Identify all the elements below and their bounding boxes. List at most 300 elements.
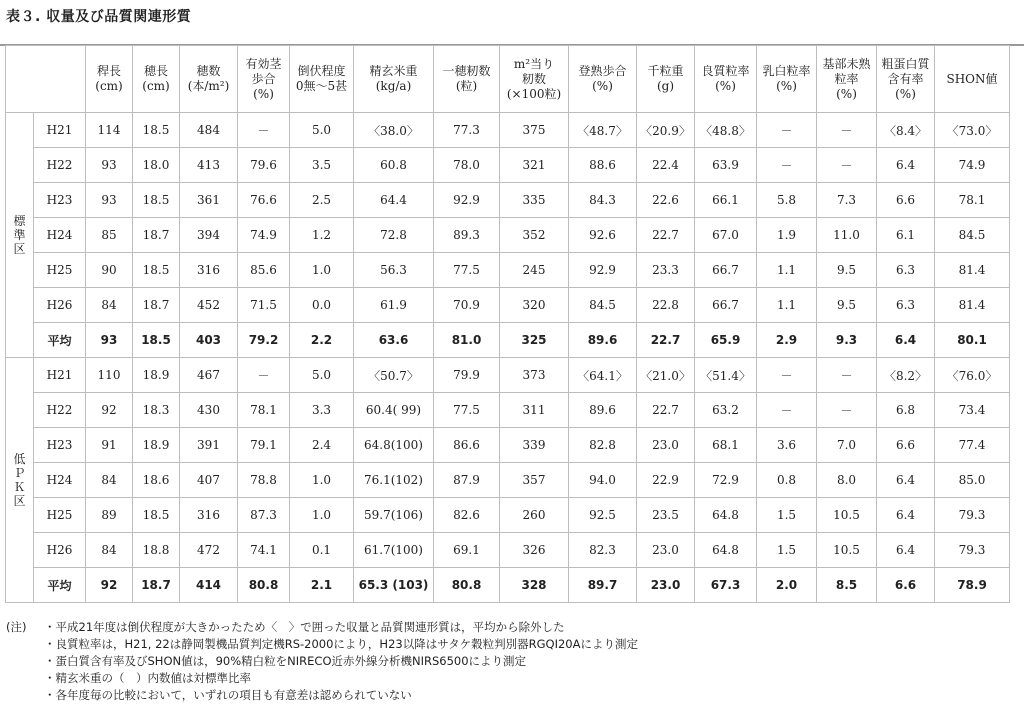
column-header: [180, 46, 238, 113]
value-cell: －: [757, 358, 817, 393]
column-header-line: 粗蛋白質: [881, 56, 930, 71]
value-cell: 8.5: [817, 568, 877, 603]
value-cell: 61.9: [354, 288, 434, 323]
value-cell: 472: [180, 533, 238, 568]
value-cell: 18.9: [133, 428, 180, 463]
value-cell: 80.8: [238, 568, 290, 603]
table-row: [6, 428, 1010, 463]
value-cell: 77.5: [434, 253, 500, 288]
value-cell: －: [757, 148, 817, 183]
value-cell: 89.3: [434, 218, 500, 253]
value-cell: 8.0: [817, 463, 877, 498]
value-cell: 326: [500, 533, 569, 568]
value-cell: 2.9: [757, 323, 817, 358]
value-cell: 6.4: [877, 498, 935, 533]
column-header: [757, 46, 817, 113]
column-header-line: 粒率: [834, 71, 859, 86]
value-cell: 1.1: [757, 288, 817, 323]
value-cell: 89.7: [569, 568, 637, 603]
column-header: [637, 46, 695, 113]
column-header-line: 一穂籾数: [442, 64, 491, 78]
value-cell: 23.5: [637, 498, 695, 533]
value-cell: 357: [500, 463, 569, 498]
value-cell: 77.4: [935, 428, 1010, 463]
column-header-line: (g): [656, 79, 675, 93]
column-header: [86, 46, 133, 113]
value-cell: 67.0: [695, 218, 757, 253]
value-cell: 79.1: [238, 428, 290, 463]
value-cell: 92.5: [569, 498, 637, 533]
value-cell: 9.3: [817, 323, 877, 358]
value-cell: 5.8: [757, 183, 817, 218]
column-header-line: (cm): [142, 79, 170, 93]
year-cell: H22: [34, 148, 86, 183]
value-cell: 407: [180, 463, 238, 498]
table-row: [6, 463, 1010, 498]
value-cell: 〈76.0〉: [935, 358, 1010, 393]
column-header-line: 登熟歩合: [578, 64, 627, 78]
value-cell: 5.0: [290, 358, 354, 393]
value-cell: 92: [86, 393, 133, 428]
value-cell: －: [238, 113, 290, 148]
value-cell: 311: [500, 393, 569, 428]
value-cell: 1.1: [757, 253, 817, 288]
column-header: [500, 46, 569, 113]
value-cell: 73.4: [935, 393, 1010, 428]
value-cell: 64.4: [354, 183, 434, 218]
value-cell: 2.2: [290, 323, 354, 358]
value-cell: 76.6: [238, 183, 290, 218]
value-cell: 1.5: [757, 498, 817, 533]
value-cell: 79.3: [935, 498, 1010, 533]
value-cell: 18.9: [133, 358, 180, 393]
average-row: [6, 568, 1010, 603]
value-cell: 11.0: [817, 218, 877, 253]
value-cell: 18.5: [133, 253, 180, 288]
value-cell: －: [238, 358, 290, 393]
value-cell: 352: [500, 218, 569, 253]
value-cell: 6.6: [877, 428, 935, 463]
value-cell: 484: [180, 113, 238, 148]
value-cell: 245: [500, 253, 569, 288]
value-cell: 84: [86, 533, 133, 568]
value-cell: 6.6: [877, 568, 935, 603]
value-cell: 81.0: [434, 323, 500, 358]
value-cell: 77.5: [434, 393, 500, 428]
value-cell: －: [757, 393, 817, 428]
value-cell: 110: [86, 358, 133, 393]
value-cell: 〈20.9〉: [637, 113, 695, 148]
value-cell: 〈73.0〉: [935, 113, 1010, 148]
value-cell: 18.7: [133, 288, 180, 323]
value-cell: 79.3: [935, 533, 1010, 568]
value-cell: 64.8(100): [354, 428, 434, 463]
column-header: [434, 46, 500, 113]
value-cell: 321: [500, 148, 569, 183]
column-header-line: (%): [253, 86, 274, 101]
value-cell: 87.3: [238, 498, 290, 533]
year-cell: H21: [34, 358, 86, 393]
value-cell: 74.9: [238, 218, 290, 253]
column-header-line: 精玄米重: [369, 64, 418, 78]
year-cell: H26: [34, 288, 86, 323]
value-cell: 76.1(102): [354, 463, 434, 498]
value-cell: 2.1: [290, 568, 354, 603]
value-cell: 114: [86, 113, 133, 148]
value-cell: 89: [86, 498, 133, 533]
value-cell: 81.4: [935, 288, 1010, 323]
value-cell: 23.0: [637, 568, 695, 603]
value-cell: 〈51.4〉: [695, 358, 757, 393]
value-cell: 91: [86, 428, 133, 463]
note-row: [6, 653, 638, 670]
table-row: [6, 533, 1010, 568]
value-cell: 430: [180, 393, 238, 428]
note-row: [6, 619, 638, 636]
value-cell: 87.9: [434, 463, 500, 498]
value-cell: 89.6: [569, 393, 637, 428]
value-cell: 6.3: [877, 288, 935, 323]
value-cell: －: [817, 113, 877, 148]
table-title: 表３. 収量及び品質関連形質: [6, 9, 192, 25]
table-row: [6, 393, 1010, 428]
column-header: [354, 46, 434, 113]
column-header: [695, 46, 757, 113]
value-cell: 373: [500, 358, 569, 393]
value-cell: 86.6: [434, 428, 500, 463]
note-label: [6, 636, 44, 653]
value-cell: 22.8: [637, 288, 695, 323]
column-header-line: 有効茎: [245, 56, 282, 71]
value-cell: 18.5: [133, 183, 180, 218]
column-header-line: m²当り: [513, 56, 555, 71]
value-cell: 18.7: [133, 568, 180, 603]
value-cell: 5.0: [290, 113, 354, 148]
note-row: [6, 687, 638, 704]
column-header: [935, 46, 1010, 113]
value-cell: 1.9: [757, 218, 817, 253]
value-cell: 70.9: [434, 288, 500, 323]
year-cell: 平均: [34, 568, 86, 603]
value-cell: 452: [180, 288, 238, 323]
table-row: [6, 183, 1010, 218]
group-label: [6, 358, 34, 603]
value-cell: 〈48.8〉: [695, 113, 757, 148]
value-cell: 18.5: [133, 498, 180, 533]
group-name: 標準区: [13, 214, 26, 256]
year-cell: H22: [34, 393, 86, 428]
value-cell: 23.0: [637, 533, 695, 568]
value-cell: 85.0: [935, 463, 1010, 498]
value-cell: 84.5: [935, 218, 1010, 253]
value-cell: 93: [86, 183, 133, 218]
value-cell: 〈8.4〉: [877, 113, 935, 148]
column-header-line: 0無〜5甚: [295, 79, 348, 93]
value-cell: 68.1: [695, 428, 757, 463]
value-cell: 72.8: [354, 218, 434, 253]
value-cell: 2.0: [757, 568, 817, 603]
value-cell: 375: [500, 113, 569, 148]
column-header-line: SHON値: [946, 71, 998, 86]
column-header: [817, 46, 877, 113]
value-cell: 59.7(106): [354, 498, 434, 533]
value-cell: 80.8: [434, 568, 500, 603]
value-cell: －: [817, 393, 877, 428]
group-name: 低ＰＫ区: [13, 452, 26, 508]
value-cell: 18.5: [133, 323, 180, 358]
average-row: [6, 323, 1010, 358]
table-row: [6, 253, 1010, 288]
year-cell: H21: [34, 113, 86, 148]
table-row: [6, 358, 1010, 393]
value-cell: 22.7: [637, 218, 695, 253]
column-header-line: (kg/a): [375, 79, 412, 93]
column-header-line: (%): [592, 79, 613, 93]
value-cell: 9.5: [817, 253, 877, 288]
value-cell: 2.5: [290, 183, 354, 218]
header-row: [6, 46, 1010, 113]
value-cell: 〈8.2〉: [877, 358, 935, 393]
value-cell: 84: [86, 288, 133, 323]
value-cell: 414: [180, 568, 238, 603]
value-cell: 3.5: [290, 148, 354, 183]
value-cell: 6.1: [877, 218, 935, 253]
value-cell: 64.8: [695, 498, 757, 533]
value-cell: 93: [86, 323, 133, 358]
note-label: [6, 687, 44, 704]
value-cell: 71.5: [238, 288, 290, 323]
value-cell: 〈38.0〉: [354, 113, 434, 148]
value-cell: 89.6: [569, 323, 637, 358]
note-text: ・各年度毎の比較において，いずれの項目も有意差は認められていない: [44, 688, 412, 702]
value-cell: 78.1: [935, 183, 1010, 218]
value-cell: 18.6: [133, 463, 180, 498]
value-cell: 〈50.7〉: [354, 358, 434, 393]
value-cell: 67.3: [695, 568, 757, 603]
value-cell: 72.9: [695, 463, 757, 498]
column-header: [238, 46, 290, 113]
value-cell: 78.8: [238, 463, 290, 498]
value-cell: 23.3: [637, 253, 695, 288]
value-cell: 467: [180, 358, 238, 393]
value-cell: 260: [500, 498, 569, 533]
value-cell: 1.0: [290, 463, 354, 498]
yield-quality-table: [5, 45, 1010, 603]
value-cell: 82.6: [434, 498, 500, 533]
value-cell: 10.5: [817, 533, 877, 568]
value-cell: 60.8: [354, 148, 434, 183]
value-cell: 63.9: [695, 148, 757, 183]
value-cell: 6.8: [877, 393, 935, 428]
value-cell: 61.7(100): [354, 533, 434, 568]
value-cell: 320: [500, 288, 569, 323]
value-cell: 22.6: [637, 183, 695, 218]
value-cell: 394: [180, 218, 238, 253]
value-cell: 1.0: [290, 498, 354, 533]
value-cell: 3.6: [757, 428, 817, 463]
value-cell: 79.6: [238, 148, 290, 183]
value-cell: －: [817, 148, 877, 183]
value-cell: 18.7: [133, 218, 180, 253]
note-row: [6, 636, 638, 653]
table-row: [6, 288, 1010, 323]
column-header-line: (%): [895, 86, 916, 101]
column-header: [569, 46, 637, 113]
value-cell: 316: [180, 253, 238, 288]
group-label: [6, 113, 34, 358]
note-label: [6, 670, 44, 687]
value-cell: 7.0: [817, 428, 877, 463]
value-cell: 325: [500, 323, 569, 358]
value-cell: 65.3 (103): [354, 568, 434, 603]
value-cell: 82.8: [569, 428, 637, 463]
table-row: [6, 113, 1010, 148]
column-header-line: (cm): [95, 79, 123, 93]
value-cell: 413: [180, 148, 238, 183]
year-cell: H24: [34, 218, 86, 253]
value-cell: 6.4: [877, 463, 935, 498]
value-cell: 0.0: [290, 288, 354, 323]
column-header-line: 歩合: [251, 71, 276, 86]
value-cell: 391: [180, 428, 238, 463]
value-cell: 18.5: [133, 113, 180, 148]
column-header: [133, 46, 180, 113]
value-cell: 63.6: [354, 323, 434, 358]
value-cell: 22.7: [637, 393, 695, 428]
value-cell: 88.6: [569, 148, 637, 183]
value-cell: 18.8: [133, 533, 180, 568]
value-cell: 6.4: [877, 148, 935, 183]
column-header-line: (本/m²): [187, 79, 230, 93]
value-cell: 60.4( 99): [354, 393, 434, 428]
column-header-line: 穂数: [196, 64, 221, 78]
value-cell: 361: [180, 183, 238, 218]
value-cell: 78.9: [935, 568, 1010, 603]
value-cell: 85.6: [238, 253, 290, 288]
value-cell: 22.4: [637, 148, 695, 183]
value-cell: 1.0: [290, 253, 354, 288]
value-cell: 84.5: [569, 288, 637, 323]
column-header-line: 乳白粒率: [762, 64, 811, 78]
value-cell: 6.6: [877, 183, 935, 218]
year-cell: H23: [34, 428, 86, 463]
column-header-line: 稈長: [96, 64, 121, 78]
value-cell: 92: [86, 568, 133, 603]
value-cell: 90: [86, 253, 133, 288]
column-header-line: 含有率: [887, 71, 924, 86]
value-cell: 22.9: [637, 463, 695, 498]
note-label: [6, 653, 44, 670]
value-cell: 1.2: [290, 218, 354, 253]
year-cell: 平均: [34, 323, 86, 358]
column-header-line: 穂長: [143, 64, 168, 78]
value-cell: 81.4: [935, 253, 1010, 288]
value-cell: 64.8: [695, 533, 757, 568]
note-row: [6, 670, 638, 687]
column-header-line: 倒伏程度: [297, 64, 346, 78]
value-cell: 9.5: [817, 288, 877, 323]
value-cell: 77.3: [434, 113, 500, 148]
value-cell: 〈48.7〉: [569, 113, 637, 148]
value-cell: 92.9: [569, 253, 637, 288]
value-cell: 66.1: [695, 183, 757, 218]
value-cell: 403: [180, 323, 238, 358]
header-blank: [6, 46, 86, 113]
value-cell: －: [757, 113, 817, 148]
column-header: [877, 46, 935, 113]
value-cell: 78.0: [434, 148, 500, 183]
value-cell: 10.5: [817, 498, 877, 533]
value-cell: 339: [500, 428, 569, 463]
value-cell: 78.1: [238, 393, 290, 428]
column-header-line: (×100粒): [506, 86, 562, 101]
value-cell: 1.5: [757, 533, 817, 568]
value-cell: 84: [86, 463, 133, 498]
column-header-line: 籾数: [521, 71, 546, 86]
value-cell: 6.4: [877, 323, 935, 358]
note-label: (注): [6, 620, 27, 634]
value-cell: 7.3: [817, 183, 877, 218]
value-cell: 92.9: [434, 183, 500, 218]
year-cell: H26: [34, 533, 86, 568]
column-header-line: 基部未熟: [822, 56, 871, 71]
note-text: ・良質粒率は，H21, 22は静岡製機品質判定機RS-2000により，H23以降はサタケ穀粒判別器RGQI20Aにより測定: [44, 637, 638, 651]
value-cell: 316: [180, 498, 238, 533]
value-cell: 85: [86, 218, 133, 253]
value-cell: 335: [500, 183, 569, 218]
value-cell: 328: [500, 568, 569, 603]
value-cell: 74.1: [238, 533, 290, 568]
value-cell: 56.3: [354, 253, 434, 288]
value-cell: 63.2: [695, 393, 757, 428]
value-cell: 〈64.1〉: [569, 358, 637, 393]
column-header-line: 千粒重: [647, 64, 684, 78]
year-cell: H24: [34, 463, 86, 498]
value-cell: 74.9: [935, 148, 1010, 183]
value-cell: 80.1: [935, 323, 1010, 358]
table-row: [6, 218, 1010, 253]
column-header-line: (%): [715, 79, 736, 93]
column-header-line: (%): [836, 86, 857, 101]
column-header-line: 良質粒率: [701, 64, 750, 78]
notes: [6, 619, 638, 704]
note-text: ・精玄米重の（ ）内数値は対標準比率: [44, 671, 251, 685]
column-header-line: (%): [776, 79, 797, 93]
note-text: ・平成21年度は倒伏程度が大きかったため〈 〉で囲った収量と品質関連形質は，平均から除外した: [44, 620, 565, 634]
value-cell: 82.3: [569, 533, 637, 568]
value-cell: 94.0: [569, 463, 637, 498]
value-cell: 66.7: [695, 288, 757, 323]
note-text: ・蛋白質含有率及びSHON値は，90%精白粒をNIRECO近赤外線分析機NIRS6500により測定: [44, 654, 527, 668]
value-cell: 0.1: [290, 533, 354, 568]
value-cell: 18.3: [133, 393, 180, 428]
year-cell: H23: [34, 183, 86, 218]
year-cell: H25: [34, 253, 86, 288]
value-cell: 0.8: [757, 463, 817, 498]
value-cell: 23.0: [637, 428, 695, 463]
value-cell: 66.7: [695, 253, 757, 288]
column-header-line: (粒): [455, 79, 478, 93]
value-cell: 6.4: [877, 533, 935, 568]
table-row: [6, 148, 1010, 183]
value-cell: 18.0: [133, 148, 180, 183]
column-header: [290, 46, 354, 113]
value-cell: 69.1: [434, 533, 500, 568]
value-cell: 79.2: [238, 323, 290, 358]
value-cell: 92.6: [569, 218, 637, 253]
value-cell: 22.7: [637, 323, 695, 358]
value-cell: －: [817, 358, 877, 393]
